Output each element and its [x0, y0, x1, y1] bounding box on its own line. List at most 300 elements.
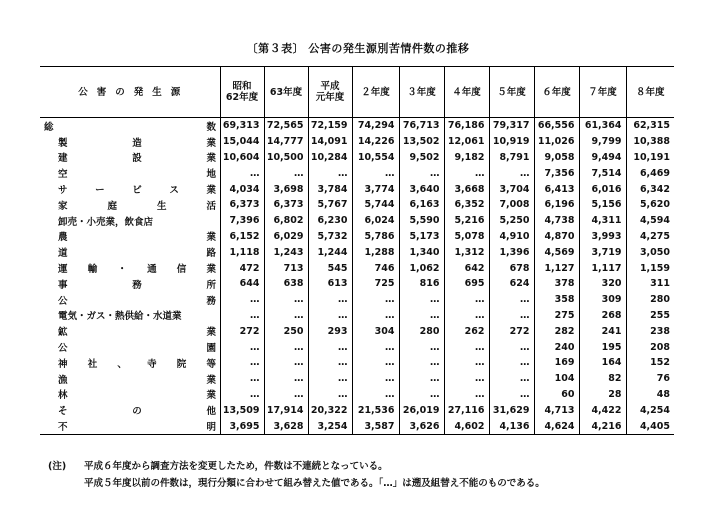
value-cell: 545	[308, 260, 352, 276]
source-label-part: 総	[44, 121, 54, 133]
value-cell: 1,117	[579, 260, 626, 276]
value-cell: 262	[444, 323, 489, 339]
value-cell: …	[220, 387, 264, 403]
source-label-part: 製	[58, 137, 68, 149]
value-cell: 4,569	[534, 244, 579, 260]
value-cell: 272	[220, 323, 264, 339]
value-cell: …	[489, 339, 534, 355]
value-cell: 6,342	[626, 181, 674, 197]
source-cell	[40, 213, 220, 229]
source-cell	[40, 402, 220, 418]
value-cell: 293	[308, 323, 352, 339]
value-cell: 3,628	[264, 418, 308, 434]
table-row	[40, 150, 674, 166]
value-cell: 3,704	[489, 181, 534, 197]
value-cell: …	[399, 339, 444, 355]
value-cell: 28	[579, 387, 626, 403]
value-cell: 15,044	[220, 134, 264, 150]
value-cell: 1,159	[626, 260, 674, 276]
value-cell: 5,216	[444, 213, 489, 229]
source-label	[58, 308, 216, 322]
value-cell: 1,396	[489, 244, 534, 260]
table-row	[40, 276, 674, 292]
value-cell: …	[489, 292, 534, 308]
value-cell: 9,494	[579, 150, 626, 166]
source-label-part: 生	[156, 200, 167, 212]
value-cell: 4,216	[579, 418, 626, 434]
value-cell: …	[352, 355, 399, 371]
source-label-part: 卸売・小売業，飲食店	[58, 216, 154, 228]
source-label-part: 道	[58, 248, 68, 260]
source-label-part: 業	[206, 137, 216, 149]
source-label	[58, 340, 216, 354]
source-label-part: 院	[176, 358, 187, 370]
value-cell: 17,914	[264, 402, 308, 418]
value-cell: …	[444, 355, 489, 371]
value-cell: 61,364	[579, 118, 626, 134]
year-column-header: ２年度	[352, 67, 399, 118]
value-cell: 104	[534, 371, 579, 387]
value-cell: …	[352, 371, 399, 387]
value-cell: 6,469	[626, 165, 674, 181]
year-column-header: ４年度	[444, 67, 489, 118]
footnotes	[48, 458, 545, 492]
source-label-part: 鉱	[58, 327, 68, 339]
value-cell: 268	[579, 308, 626, 324]
value-cell: 7,008	[489, 197, 534, 213]
source-label-part: 業	[206, 390, 216, 402]
source-label-part: 他	[206, 406, 216, 418]
source-label-part: 社	[87, 358, 98, 370]
value-cell: 4,422	[579, 402, 626, 418]
value-cell: 6,802	[264, 213, 308, 229]
source-cell	[40, 418, 220, 434]
source-label-part: 業	[206, 185, 216, 197]
table-row	[40, 387, 674, 403]
value-cell: 304	[352, 323, 399, 339]
source-label	[58, 324, 216, 338]
source-label	[44, 119, 216, 133]
value-cell: …	[308, 371, 352, 387]
source-label	[58, 229, 216, 243]
table-row	[40, 213, 674, 229]
value-cell: 695	[444, 276, 489, 292]
year-column-header: 昭和 62年度	[220, 67, 264, 118]
value-cell: 76,713	[399, 118, 444, 134]
value-cell: 311	[626, 276, 674, 292]
source-label	[58, 182, 216, 196]
value-cell: 6,029	[264, 229, 308, 245]
value-cell: …	[352, 308, 399, 324]
source-cell	[40, 387, 220, 403]
value-cell: 6,016	[579, 181, 626, 197]
value-cell: …	[264, 371, 308, 387]
value-cell: 13,502	[399, 134, 444, 150]
table-row	[40, 355, 674, 371]
value-cell: 76,186	[444, 118, 489, 134]
value-cell: …	[444, 339, 489, 355]
value-cell: …	[264, 292, 308, 308]
value-cell: 26,019	[399, 402, 444, 418]
source-label	[58, 245, 216, 259]
table-row	[40, 181, 674, 197]
value-cell: 1,118	[220, 244, 264, 260]
source-cell	[40, 292, 220, 308]
source-label-part: 所	[206, 279, 216, 291]
value-cell: 5,250	[489, 213, 534, 229]
source-label-part: 神	[58, 358, 68, 370]
value-cell: …	[399, 292, 444, 308]
value-cell: 3,719	[579, 244, 626, 260]
value-cell: 208	[626, 339, 674, 355]
value-cell: 10,500	[264, 150, 308, 166]
value-cell: 378	[534, 276, 579, 292]
value-cell: 5,744	[352, 197, 399, 213]
value-cell: 3,774	[352, 181, 399, 197]
value-cell: 275	[534, 308, 579, 324]
value-cell: 48	[626, 387, 674, 403]
year-column-header: 平成 元年度	[308, 67, 352, 118]
header-row	[40, 67, 674, 118]
source-cell	[40, 134, 220, 150]
value-cell: 76	[626, 371, 674, 387]
source-cell	[40, 118, 220, 134]
value-cell: 62,315	[626, 118, 674, 134]
year-column-header: ６年度	[534, 67, 579, 118]
source-label-part: 通	[147, 264, 157, 276]
value-cell: 9,502	[399, 150, 444, 166]
source-label-part: 園	[206, 343, 216, 355]
value-cell: 82	[579, 371, 626, 387]
value-cell: 14,226	[352, 134, 399, 150]
source-label-part: の	[132, 406, 142, 418]
value-cell: 31,629	[489, 402, 534, 418]
value-cell: …	[444, 292, 489, 308]
value-cell: 10,604	[220, 150, 264, 166]
value-cell: 241	[579, 323, 626, 339]
table-row	[40, 323, 674, 339]
year-column-header: ５年度	[489, 67, 534, 118]
year-column-header: ８年度	[626, 67, 674, 118]
value-cell: …	[489, 308, 534, 324]
source-label-part: 業	[206, 327, 216, 339]
source-cell	[40, 355, 220, 371]
source-label-part: 林	[58, 390, 68, 402]
value-cell: 4,624	[534, 418, 579, 434]
source-label-part: 務	[132, 279, 142, 291]
value-cell: 3,668	[444, 181, 489, 197]
source-label-part: 電気・ガス・熱供給・水道業	[58, 311, 182, 323]
value-cell: …	[399, 165, 444, 181]
value-cell: …	[489, 355, 534, 371]
value-cell: 7,514	[579, 165, 626, 181]
table-row	[40, 244, 674, 260]
value-cell: 1,127	[534, 260, 579, 276]
value-cell: 6,230	[308, 213, 352, 229]
value-cell: …	[264, 339, 308, 355]
value-cell: 14,777	[264, 134, 308, 150]
value-cell: 613	[308, 276, 352, 292]
value-cell: …	[352, 292, 399, 308]
value-cell: 3,626	[399, 418, 444, 434]
source-label	[58, 356, 216, 370]
source-label	[58, 261, 216, 275]
source-label-part: 運	[58, 264, 68, 276]
value-cell: …	[399, 371, 444, 387]
source-cell	[40, 244, 220, 260]
source-label	[58, 166, 216, 180]
value-cell: 4,910	[489, 229, 534, 245]
value-cell: 69,313	[220, 118, 264, 134]
value-cell: 164	[579, 355, 626, 371]
table-row	[40, 134, 674, 150]
value-cell: 713	[264, 260, 308, 276]
value-cell: 280	[399, 323, 444, 339]
value-cell: 72,159	[308, 118, 352, 134]
value-cell: 66,556	[534, 118, 579, 134]
value-cell: 6,196	[534, 197, 579, 213]
complaints-table	[40, 66, 674, 435]
value-cell: …	[489, 387, 534, 403]
source-label-part: ス	[169, 185, 179, 197]
value-cell: …	[220, 339, 264, 355]
value-cell: 1,243	[264, 244, 308, 260]
value-cell: …	[352, 165, 399, 181]
value-cell: 9,182	[444, 150, 489, 166]
value-cell: …	[308, 308, 352, 324]
value-cell: 4,405	[626, 418, 674, 434]
value-cell: …	[308, 387, 352, 403]
source-cell	[40, 260, 220, 276]
source-label-part: 公	[58, 343, 68, 355]
value-cell: 7,396	[220, 213, 264, 229]
value-cell: 4,870	[534, 229, 579, 245]
source-label-part: 家	[58, 200, 68, 212]
table-row	[40, 308, 674, 324]
value-cell: 6,024	[352, 213, 399, 229]
value-cell: 642	[444, 260, 489, 276]
value-cell: 11,026	[534, 134, 579, 150]
source-label	[58, 214, 216, 228]
source-label-part: 設	[132, 153, 142, 165]
value-cell: …	[444, 165, 489, 181]
table-row	[40, 339, 674, 355]
value-cell: …	[264, 308, 308, 324]
value-cell: …	[220, 355, 264, 371]
value-cell: 255	[626, 308, 674, 324]
table-row	[40, 292, 674, 308]
value-cell: 320	[579, 276, 626, 292]
source-label-part: 等	[206, 358, 216, 370]
value-cell: 3,784	[308, 181, 352, 197]
value-cell: 3,587	[352, 418, 399, 434]
source-label-part: 務	[206, 295, 216, 307]
table-row	[40, 260, 674, 276]
value-cell: 4,275	[626, 229, 674, 245]
value-cell: …	[264, 165, 308, 181]
value-cell: 13,509	[220, 402, 264, 418]
value-cell: 309	[579, 292, 626, 308]
source-label-part: 業	[206, 374, 216, 386]
source-label-part: 漁	[58, 374, 68, 386]
year-column-header: ３年度	[399, 67, 444, 118]
value-cell: 169	[534, 355, 579, 371]
value-cell: 5,078	[444, 229, 489, 245]
value-cell: 3,050	[626, 244, 674, 260]
value-cell: 6,352	[444, 197, 489, 213]
value-cell: 195	[579, 339, 626, 355]
value-cell: 74,294	[352, 118, 399, 134]
source-column-header: 公害の発生源	[40, 67, 220, 118]
value-cell: …	[220, 308, 264, 324]
source-cell	[40, 165, 220, 181]
value-cell: 1,244	[308, 244, 352, 260]
note-label: (注)	[48, 461, 67, 472]
source-label-part: 寺	[147, 358, 157, 370]
source-label-part: ー	[95, 185, 105, 197]
source-label-part: 農	[58, 232, 68, 244]
source-label	[58, 135, 216, 149]
value-cell: …	[444, 371, 489, 387]
table-row	[40, 197, 674, 213]
value-cell: 272	[489, 323, 534, 339]
source-label-part: 業	[206, 264, 216, 276]
value-cell: 3,993	[579, 229, 626, 245]
year-column-header: 63年度	[264, 67, 308, 118]
value-cell: 21,536	[352, 402, 399, 418]
source-label-part: 建	[58, 153, 68, 165]
value-cell: 4,136	[489, 418, 534, 434]
source-label-part: 事	[58, 279, 68, 291]
value-cell: …	[308, 292, 352, 308]
value-cell: …	[264, 387, 308, 403]
value-cell: 20,322	[308, 402, 352, 418]
value-cell: …	[444, 308, 489, 324]
table-row	[40, 229, 674, 245]
source-label-part: 地	[206, 169, 216, 181]
value-cell: …	[399, 355, 444, 371]
value-cell: 746	[352, 260, 399, 276]
note-line-2: 平成５年度以前の件数は，現行分類に合わせて組み替えた値である。「…」は遡及組替え不能のものである。	[84, 478, 545, 489]
source-label-part: 活	[206, 200, 216, 212]
value-cell: 472	[220, 260, 264, 276]
value-cell: …	[352, 387, 399, 403]
table-row	[40, 165, 674, 181]
value-cell: 4,594	[626, 213, 674, 229]
source-label-part: 明	[206, 422, 216, 434]
value-cell: 6,152	[220, 229, 264, 245]
source-label	[58, 293, 216, 307]
source-label	[58, 372, 216, 386]
table-row	[40, 371, 674, 387]
value-cell: 10,919	[489, 134, 534, 150]
value-cell: 725	[352, 276, 399, 292]
value-cell: 4,311	[579, 213, 626, 229]
value-cell: …	[220, 371, 264, 387]
source-label	[58, 150, 216, 164]
value-cell: …	[489, 371, 534, 387]
table-row	[40, 402, 674, 418]
value-cell: 5,156	[579, 197, 626, 213]
value-cell: 238	[626, 323, 674, 339]
value-cell: 4,034	[220, 181, 264, 197]
value-cell: 5,620	[626, 197, 674, 213]
source-label-part: ビ	[132, 185, 142, 197]
value-cell: …	[308, 165, 352, 181]
year-column-header: ７年度	[579, 67, 626, 118]
value-cell: 3,254	[308, 418, 352, 434]
value-cell: 5,173	[399, 229, 444, 245]
value-cell: 79,317	[489, 118, 534, 134]
value-cell: 14,091	[308, 134, 352, 150]
value-cell: 10,388	[626, 134, 674, 150]
value-cell: 4,713	[534, 402, 579, 418]
value-cell: 678	[489, 260, 534, 276]
value-cell: …	[308, 339, 352, 355]
source-label	[58, 403, 216, 417]
source-label-part: 数	[206, 121, 216, 133]
source-label-part: そ	[58, 406, 68, 418]
source-label-part: 公	[58, 295, 68, 307]
value-cell: 10,284	[308, 150, 352, 166]
value-cell: 816	[399, 276, 444, 292]
value-cell: 9,799	[579, 134, 626, 150]
value-cell: 27,116	[444, 402, 489, 418]
source-cell	[40, 276, 220, 292]
value-cell: 9,058	[534, 150, 579, 166]
value-cell: 1,288	[352, 244, 399, 260]
value-cell: 8,791	[489, 150, 534, 166]
value-cell: 6,163	[399, 197, 444, 213]
source-label-part: 不	[58, 422, 68, 434]
source-label-part: 造	[132, 137, 142, 149]
value-cell: 5,732	[308, 229, 352, 245]
value-cell: 358	[534, 292, 579, 308]
value-cell: …	[352, 339, 399, 355]
value-cell: 240	[534, 339, 579, 355]
source-label-part: 輸	[87, 264, 98, 276]
value-cell: 10,554	[352, 150, 399, 166]
source-label-part: 空	[58, 169, 68, 181]
value-cell: …	[489, 165, 534, 181]
value-cell: 638	[264, 276, 308, 292]
value-cell: 1,312	[444, 244, 489, 260]
value-cell: 1,062	[399, 260, 444, 276]
value-cell: 624	[489, 276, 534, 292]
value-cell: 4,738	[534, 213, 579, 229]
source-label	[58, 387, 216, 401]
value-cell: 6,373	[220, 197, 264, 213]
value-cell: 10,191	[626, 150, 674, 166]
table-title: 〔第３表〕 公害の発生源別苦情件数の推移	[246, 42, 470, 55]
source-label-part: 信	[176, 264, 187, 276]
source-cell	[40, 308, 220, 324]
value-cell: 4,254	[626, 402, 674, 418]
source-label-part: ・	[117, 264, 127, 276]
value-cell: …	[399, 387, 444, 403]
source-cell	[40, 323, 220, 339]
source-label-part: 業	[206, 232, 216, 244]
value-cell: 1,340	[399, 244, 444, 260]
value-cell: …	[308, 355, 352, 371]
source-label	[58, 277, 216, 291]
value-cell: 60	[534, 387, 579, 403]
source-label	[58, 198, 216, 212]
value-cell: 12,061	[444, 134, 489, 150]
value-cell: 152	[626, 355, 674, 371]
value-cell: …	[264, 355, 308, 371]
table-body	[40, 118, 674, 435]
